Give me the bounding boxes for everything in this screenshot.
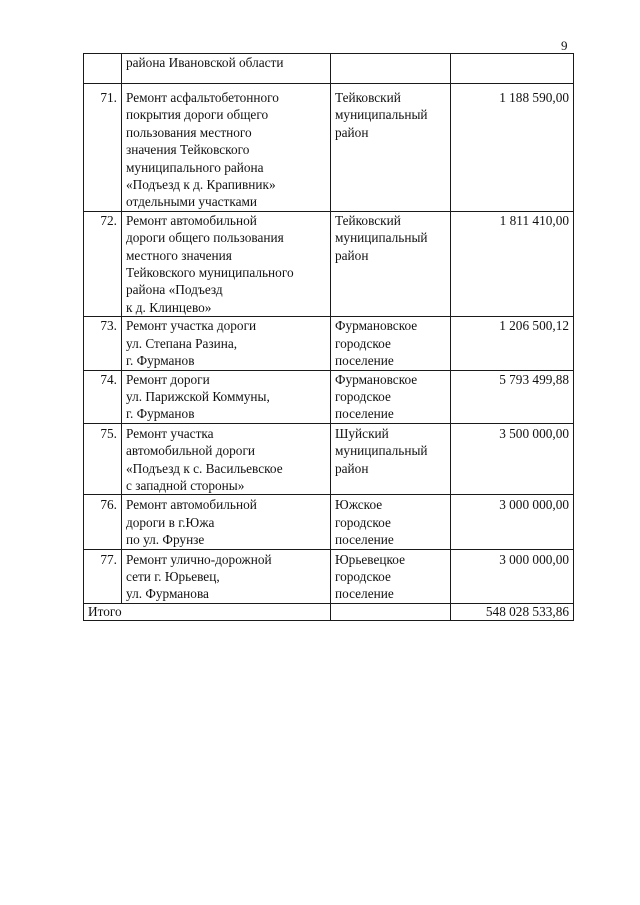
- cell-text-line: района Ивановской области: [126, 55, 284, 70]
- row-number-cell: 77.: [84, 549, 122, 603]
- cell-text-line: покрытия дороги общего: [126, 107, 269, 123]
- municipality-cell: [331, 54, 451, 84]
- cell-text-line: Южское: [335, 497, 383, 513]
- amount-cell: [451, 54, 574, 84]
- cell-text-line: Ремонт улично-дорожной: [126, 551, 272, 567]
- cell-text-line: ул. Степана Разина,: [126, 335, 238, 351]
- cell-text-line: Ремонт участка дороги: [126, 318, 257, 334]
- cell-text-line: Ремонт дороги: [126, 371, 210, 387]
- table-row: [84, 317, 574, 370]
- cell-text-line: Ремонт участка: [126, 425, 214, 441]
- cell-text-line: «Подъезд к д. Крапивник»: [126, 177, 276, 193]
- total-row: [84, 603, 574, 620]
- cell-text-line: к д. Клинцево»: [126, 299, 212, 315]
- total-label: Итого: [84, 603, 331, 620]
- work-name-cell: [122, 370, 331, 423]
- table-row: [84, 211, 574, 316]
- cell-text-line: городское: [335, 568, 391, 584]
- table-row: [84, 549, 574, 603]
- cell-text-line: Тейковский: [335, 212, 401, 228]
- work-name-cell: [122, 423, 331, 495]
- work-name-cell: [122, 54, 331, 84]
- cell-text-line: местного значения: [126, 247, 232, 263]
- cell-text-line: Ремонт автомобильной: [126, 212, 257, 228]
- amount-cell: 3 000 000,00: [451, 549, 574, 603]
- cell-text-line: г. Фурманов: [126, 353, 195, 369]
- cell-text-line: ул. Фурманова: [126, 586, 209, 602]
- cell-text-line: муниципальный: [335, 443, 428, 459]
- municipality-cell: [331, 84, 451, 212]
- total-amount: 548 028 533,86: [451, 603, 574, 620]
- row-number-cell: 76.: [84, 495, 122, 549]
- cell-text-line: городское: [335, 335, 391, 351]
- cell-text-line: ул. Парижской Коммуны,: [126, 388, 270, 404]
- work-name-cell: [122, 549, 331, 603]
- work-name-cell: [122, 211, 331, 316]
- cell-text-line: Ремонт автомобильной: [126, 497, 257, 513]
- cell-text-line: Фурмановское: [335, 318, 418, 334]
- cell-text-line: поселение: [335, 406, 394, 422]
- work-name-cell: [122, 84, 331, 212]
- row-number-cell: 75.: [84, 423, 122, 495]
- amount-cell: 1 188 590,00: [451, 84, 574, 212]
- table-row: [84, 495, 574, 549]
- cell-text-line: дороги общего пользования: [126, 230, 284, 246]
- cell-text-line: дороги в г.Южа: [126, 514, 215, 530]
- cell-text-line: городское: [335, 388, 391, 404]
- cell-text-line: Ремонт асфальтобетонного: [126, 90, 279, 105]
- cell-text-line: отдельными участками: [126, 194, 258, 210]
- cell-text-line: сети г. Юрьевец,: [126, 568, 220, 584]
- cell-text-line: поселение: [335, 353, 394, 369]
- municipality-cell: [331, 211, 451, 316]
- cell-text-line: по ул. Фрунзе: [126, 532, 205, 548]
- cell-text-line: Шуйский: [335, 425, 389, 441]
- road-repair-table: [83, 53, 574, 621]
- cell-text-line: автомобильной дороги: [126, 443, 256, 459]
- cell-text-line: «Подъезд к с. Васильевское: [126, 460, 283, 476]
- work-name-cell: [122, 495, 331, 549]
- total-empty-cell: [331, 603, 451, 620]
- amount-cell: 3 000 000,00: [451, 495, 574, 549]
- cell-text-line: муниципальный: [335, 107, 428, 123]
- row-number-cell: 73.: [84, 317, 122, 370]
- cell-text-line: Тейковского муниципального: [126, 265, 294, 281]
- cell-text-line: района «Подъезд: [126, 282, 223, 298]
- cell-text-line: поселение: [335, 586, 394, 602]
- cell-text-line: Фурмановское: [335, 371, 418, 387]
- cell-text-line: Тейковский: [335, 90, 401, 105]
- row-number-cell: 74.: [84, 370, 122, 423]
- cell-text-line: г. Фурманов: [126, 406, 195, 422]
- row-number-cell: 71.: [84, 84, 122, 212]
- table-row: [84, 423, 574, 495]
- cell-text-line: поселение: [335, 532, 394, 548]
- amount-cell: 1 206 500,12: [451, 317, 574, 370]
- cell-text-line: муниципального района: [126, 159, 264, 175]
- page-number: 9: [561, 38, 568, 53]
- cell-text-line: городское: [335, 514, 391, 530]
- cell-text-line: Юрьевецкое: [335, 551, 405, 567]
- municipality-cell: [331, 423, 451, 495]
- row-number-cell: 72.: [84, 211, 122, 316]
- amount-cell: 5 793 499,88: [451, 370, 574, 423]
- table-row: [84, 370, 574, 423]
- table-row: [84, 54, 574, 84]
- cell-text-line: пользования местного: [126, 124, 252, 140]
- table-row: [84, 84, 574, 212]
- cell-text-line: район: [335, 124, 369, 140]
- cell-text-line: с западной стороны»: [126, 477, 245, 493]
- work-name-cell: [122, 317, 331, 370]
- cell-text-line: муниципальный: [335, 230, 428, 246]
- cell-text-line: район: [335, 247, 369, 263]
- cell-text-line: район: [335, 460, 369, 476]
- cell-text-line: значения Тейковского: [126, 142, 250, 158]
- row-number-cell: [84, 54, 122, 84]
- municipality-cell: [331, 495, 451, 549]
- municipality-cell: [331, 370, 451, 423]
- municipality-cell: [331, 317, 451, 370]
- municipality-cell: [331, 549, 451, 603]
- amount-cell: 3 500 000,00: [451, 423, 574, 495]
- amount-cell: 1 811 410,00: [451, 211, 574, 316]
